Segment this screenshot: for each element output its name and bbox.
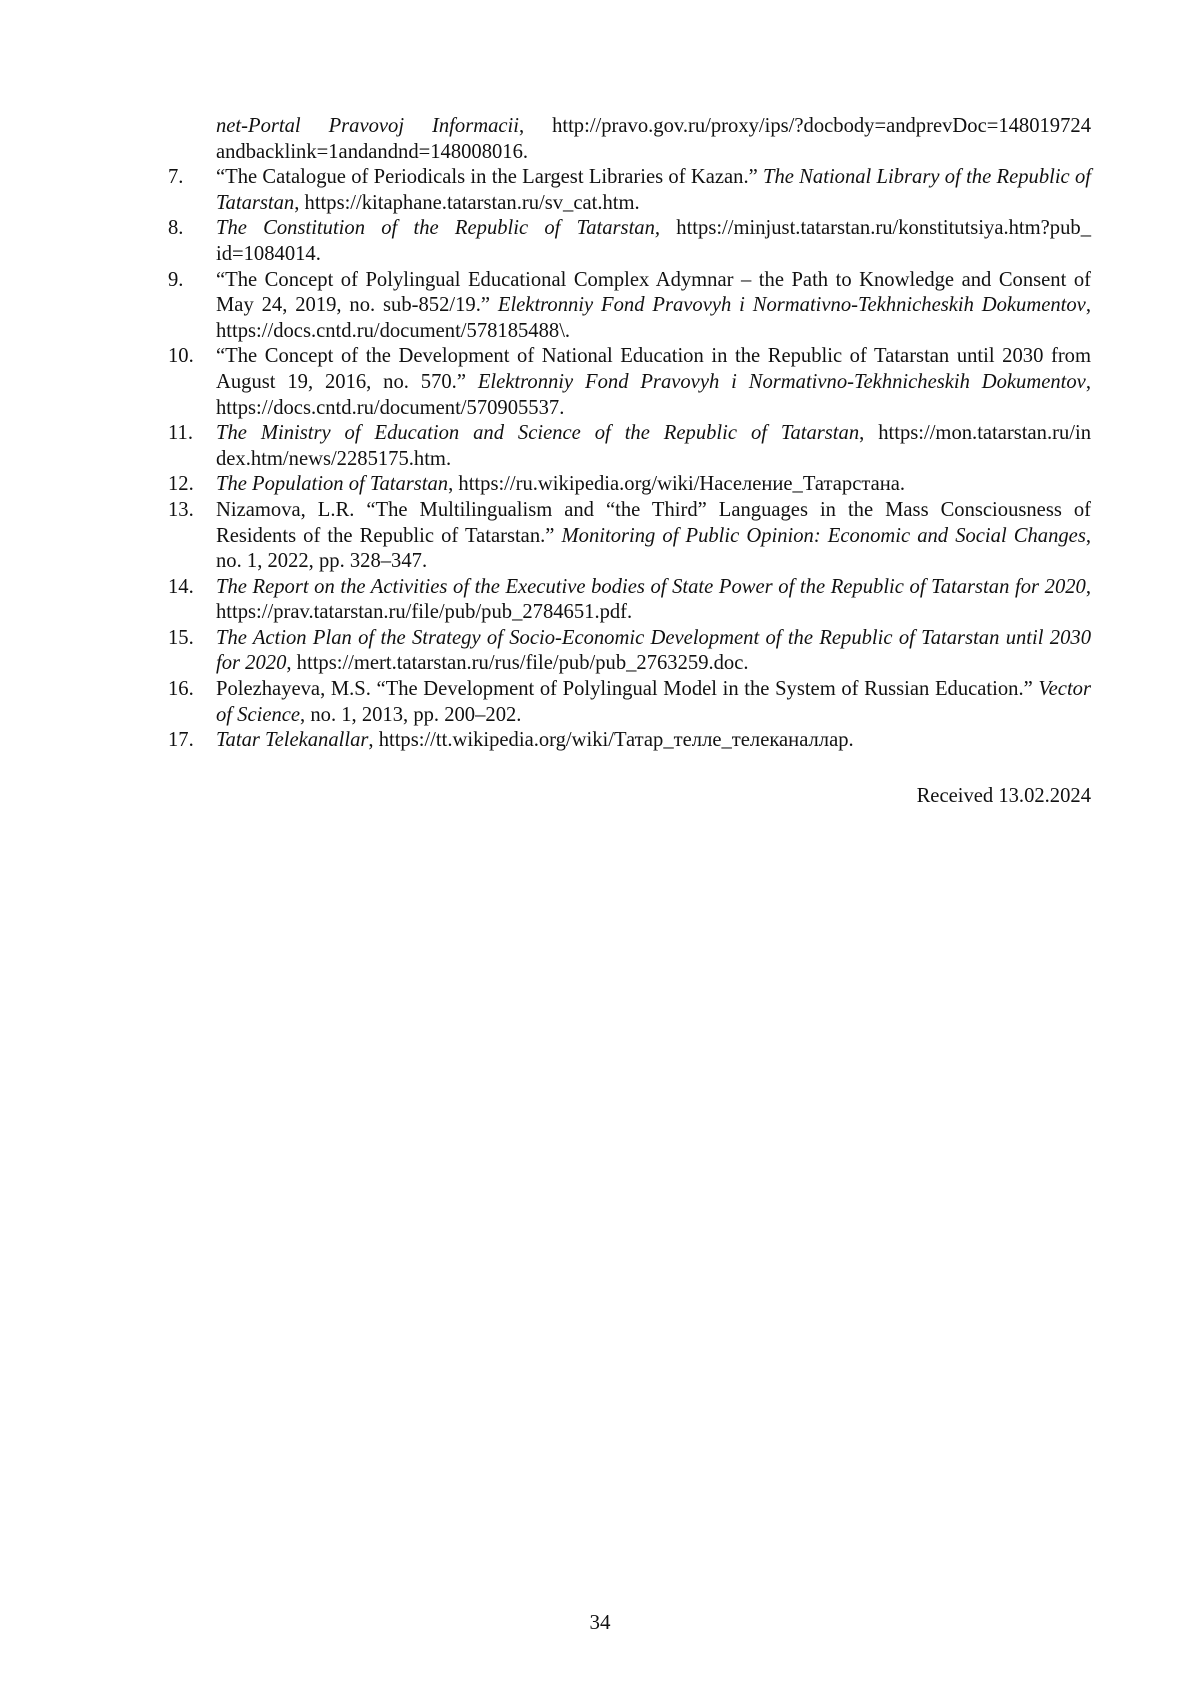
reference-source-title: The Action Plan of the Strategy of Socio-Economic Development of the Republic of Tatarstan until 2030 for 2020 (216, 626, 1091, 675)
reference-source-details: , https://prav.tatarstan.ru/file/pub/pub_2784651.pdf. (216, 575, 1091, 624)
reference-item (168, 421, 1091, 472)
reference-number: 11. (168, 422, 193, 445)
reference-source-title: Elektronniy Fond Pravovyh i Normativno-Tekhnicheskih Dokumentov (477, 370, 1086, 393)
reference-item (168, 472, 1091, 498)
reference-source-details: , https://kitaphane.tatarstan.ru/sv_cat.htm. (294, 191, 640, 214)
reference-source-details: , https://mon.tatarstan.ru/in dex.htm/news/2285175.htm. (216, 422, 1091, 470)
reference-source-title: The Ministry of Education and Science of the Republic of Tatarstan (216, 422, 860, 445)
reference-item (168, 165, 1091, 216)
reference-source-title: Monitoring of Public Opinion: Economic and Social Changes (561, 524, 1086, 547)
reference-item (168, 268, 1091, 345)
reference-source-title: The Constitution of the Republic of Tatarstan, (216, 217, 661, 240)
reference-source-title: Elektronniy Fond Pravovyh i Normativno-Tekhnicheskih Dokumentov (497, 294, 1086, 317)
reference-source-details: , https://tt.wikipedia.org/wiki/Татар_телле_телеканаллар. (368, 729, 854, 752)
reference-number: 15. (168, 626, 194, 649)
reference-number: 13. (168, 498, 194, 521)
reference-source-details: , https://docs.cntd.ru/document/578185488\. (216, 294, 1091, 342)
reference-source-title: Tatar Telekanallar (216, 729, 369, 752)
reference-item (168, 728, 1091, 754)
reference-number: 12. (168, 473, 194, 496)
reference-article-title: Nizamova, L.R. “The Multilingualism and “the Third” Languages in the Mass Consciousness of Residents of the Republic of Tatarstan.” (216, 498, 1091, 547)
reference-number: 7. (168, 166, 184, 189)
reference-article-title: Polezhayeva, M.S. “The Development of Polylingual Model in the System of Russian Education.” (216, 678, 1039, 701)
reference-item (168, 114, 1091, 165)
reference-item (168, 575, 1091, 626)
reference-number: 9. (168, 268, 184, 291)
reference-item (168, 344, 1091, 421)
reference-number: 10. (168, 345, 194, 368)
reference-item (168, 216, 1091, 267)
reference-source-title: The Population of Tatarstan (216, 473, 449, 496)
reference-number: 17. (168, 729, 194, 752)
reference-item (168, 498, 1091, 575)
reference-source-title: net-Portal Pravovoj Informacii (216, 115, 519, 137)
reference-source-details: , https://ru.wikipedia.org/wiki/Население_Татарстана. (448, 473, 906, 496)
reference-source-details: , https://mert.tatarstan.ru/rus/file/pub/pub_2763259.doc. (286, 652, 749, 675)
reference-article-title: “The Concept of Polylingual Educational Complex Adymnar – the Path to Knowledge and Consent of May 24, 2019, no. sub-852/19.” (216, 268, 1091, 317)
reference-source-details: , no. 1, 2022, pp. 328–347. (216, 524, 1091, 573)
reference-source-details: , https://docs.cntd.ru/document/570905537. (216, 370, 1091, 419)
reference-article-title: “The Catalogue of Periodicals in the Largest Libraries of Kazan.” (216, 166, 764, 189)
reference-number: 14. (168, 575, 194, 598)
received-date: Received 13.02.2024 (916, 785, 1091, 807)
reference-number: 8. (168, 217, 184, 240)
reference-source-details: https://minjust.tatarstan.ru/konstitutsiya.htm?pub_ id=1084014. (216, 217, 1091, 265)
reference-source-details: , http://pravo.gov.ru/proxy/ips/?docbody=andprevDoc=148019724 andbacklink=1andandnd=148008016. (216, 115, 1091, 163)
page-number: 34 (589, 1610, 611, 1634)
reference-source-details: , no. 1, 2013, pp. 200–202. (300, 703, 522, 726)
reference-item (168, 677, 1091, 728)
reference-item (168, 626, 1091, 677)
reference-number: 16. (168, 678, 194, 701)
reference-source-title: Vector of Science (216, 678, 1091, 726)
reference-source-title: The Report on the Activities of the Executive bodies of State Power of the Republic of Tatarstan for 2020 (216, 575, 1086, 598)
reference-list (168, 114, 1091, 754)
reference-source-title: The National Library of the Republic of Tatarstan (216, 166, 1091, 214)
reference-article-title: “The Concept of the Development of National Education in the Republic of Tatarstan until 2030 from August 19, 2016, no. 570.” (216, 345, 1091, 393)
